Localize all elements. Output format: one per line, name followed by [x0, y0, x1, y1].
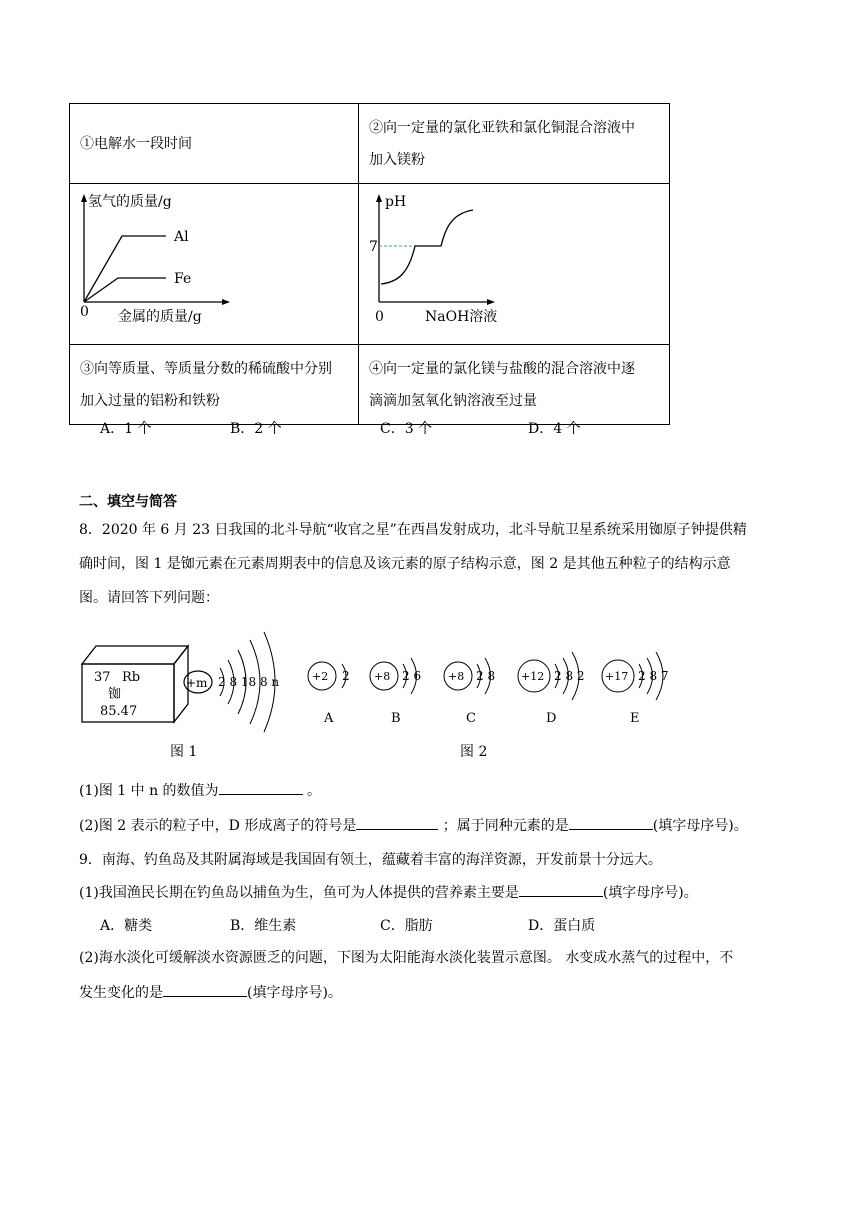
- svg-text:+8: +8: [448, 670, 465, 683]
- atom-figures: [78, 624, 678, 764]
- particle-e: [602, 652, 669, 726]
- element-mass: 85.47: [100, 704, 138, 719]
- svg-text:E: E: [630, 711, 640, 726]
- element-symbol: Rb: [122, 670, 141, 685]
- graph-ph-naoh: [359, 184, 669, 332]
- cell-3-line1: ③向等质量、等质量分数的稀硫酸中分别: [80, 360, 332, 377]
- q8-sub2: [79, 815, 748, 836]
- svg-text:2 8 2: 2 8 2: [554, 669, 585, 683]
- graph1-xlabel: 金属的质量/g: [118, 309, 202, 325]
- svg-text:C: C: [466, 711, 476, 726]
- q8-sub1-end: 。: [302, 783, 322, 799]
- svg-text:A: A: [324, 711, 334, 726]
- q9-sub2-line1: (2)海水淡化可缓解淡水资源匮乏的问题，下图为太阳能海水淡化装置示意图。 水变成水蒸气的过程中，不: [79, 950, 734, 966]
- graph1-origin: 0: [80, 304, 89, 320]
- element-number: 37: [94, 670, 111, 685]
- svg-text:+17: +17: [605, 670, 629, 683]
- graph-cell-1: [70, 184, 359, 345]
- answer-blank[interactable]: [219, 780, 303, 795]
- al-label: Al: [174, 229, 189, 245]
- q8-line3: 图。请回答下列问题：: [79, 590, 219, 606]
- q9-sub1: [79, 882, 698, 903]
- graph-metal-hydrogen: [70, 184, 358, 332]
- answer-blank[interactable]: [569, 815, 653, 830]
- q9-option-c: C．脂肪: [380, 918, 433, 934]
- al-line: [84, 236, 166, 302]
- q8-sub2-end: (填字母序号)。: [652, 818, 748, 834]
- q9-option-a: A．糖类: [100, 918, 153, 934]
- cell-4-line2: 滴滴加氢氧化钠溶液至过量: [369, 392, 537, 409]
- q8-line1: 8．2020 年 6 月 23 日我国的北斗导航“收官之星”在西昌发射成功，北斗导航卫星系统采用铷原子钟提供精: [79, 522, 747, 538]
- q9-option-d: D．蛋白质: [528, 918, 596, 934]
- q9-sub2-text: 发生变化的是: [79, 985, 163, 1001]
- cell-2: [359, 104, 670, 184]
- q8-sub2-text: (2)图 2 表示的粒子中，D 形成离子的符号是: [79, 818, 357, 834]
- svg-text:D: D: [546, 711, 557, 726]
- ph-curve: [381, 210, 473, 284]
- graph2-ylabel: pH: [385, 194, 407, 210]
- particle-a: [308, 662, 350, 726]
- svg-text:B: B: [391, 711, 401, 726]
- answer-blank[interactable]: [163, 982, 247, 997]
- graph1-ylabel: 氢气的质量/g: [88, 194, 172, 210]
- fig2-caption: 图 2: [460, 744, 488, 760]
- option-a: A．1 个: [100, 421, 152, 437]
- answer-blank[interactable]: [519, 882, 603, 897]
- graph2-xlabel: NaOH溶液: [425, 309, 498, 325]
- fig1-caption: 图 1: [170, 744, 198, 760]
- section-title: 二、填空与简答: [79, 494, 177, 510]
- cell-4: [359, 345, 670, 425]
- graph-table: [69, 103, 670, 425]
- svg-text:2 8: 2 8: [476, 669, 496, 683]
- q9-line1: 9．南海、钓鱼岛及其附属海域是我国固有领土，蕴藏着丰富的海洋资源，开发前景十分远大。: [79, 852, 662, 868]
- svg-text:2 6: 2 6: [402, 669, 422, 683]
- element-cell: [82, 646, 188, 722]
- q8-line2: 确时间，图 1 是铷元素在元素周期表中的信息及该元素的原子结构示意，图 2 是其他五种粒子的结构示意: [79, 556, 731, 572]
- particle-c: [444, 658, 495, 726]
- graph2-tick: 7: [369, 239, 378, 255]
- graph-cell-2: [359, 184, 670, 345]
- svg-text:2: 2: [342, 669, 350, 683]
- element-name: 铷: [108, 687, 122, 702]
- cell-3-line2: 加入过量的铝粉和铁粉: [80, 392, 220, 409]
- cell-1-text: ①电解水一段时间: [80, 135, 192, 152]
- cell-3: [70, 345, 359, 425]
- q9-sub1-text: (1)我国渔民长期在钓鱼岛以捕鱼为生，鱼可为人体提供的营养素主要是: [79, 885, 519, 901]
- rb-nucleus: +m: [186, 676, 208, 690]
- cell-1: [70, 104, 359, 184]
- particle-d: [518, 652, 585, 726]
- option-b: B．2 个: [230, 421, 282, 437]
- cell-2-line1: ②向一定量的氯化亚铁和氯化铜混合溶液中: [369, 119, 635, 136]
- q9-option-b: B．维生素: [230, 918, 297, 934]
- q8-sub2-mid: ；属于同种元素的是: [438, 818, 569, 834]
- graph2-origin: 0: [375, 309, 384, 325]
- rb-shells: 2 8 18 8 n: [218, 675, 280, 689]
- svg-text:+8: +8: [374, 670, 391, 683]
- option-c: C．3 个: [380, 421, 433, 437]
- q9-sub2-end: (填字母序号)。: [247, 985, 342, 1001]
- q8-sub1: [79, 780, 321, 801]
- option-d: D．4 个: [528, 421, 581, 437]
- svg-text:2 8 7: 2 8 7: [638, 669, 669, 683]
- svg-text:+2: +2: [312, 670, 329, 683]
- q9-sub2-line2: [79, 982, 342, 1003]
- particle-b: [370, 658, 421, 726]
- cell-4-line1: ④向一定量的氯化镁与盐酸的混合溶液中逐: [369, 360, 635, 377]
- answer-blank[interactable]: [356, 815, 438, 830]
- fe-label: Fe: [174, 271, 192, 287]
- cell-2-line2: 加入镁粉: [369, 151, 425, 168]
- q8-sub1-text: (1)图 1 中 n 的数值为: [79, 783, 219, 799]
- svg-text:+12: +12: [521, 670, 545, 683]
- rb-atom-diagram: [170, 632, 279, 760]
- q9-sub1-end: (填字母序号)。: [602, 885, 698, 901]
